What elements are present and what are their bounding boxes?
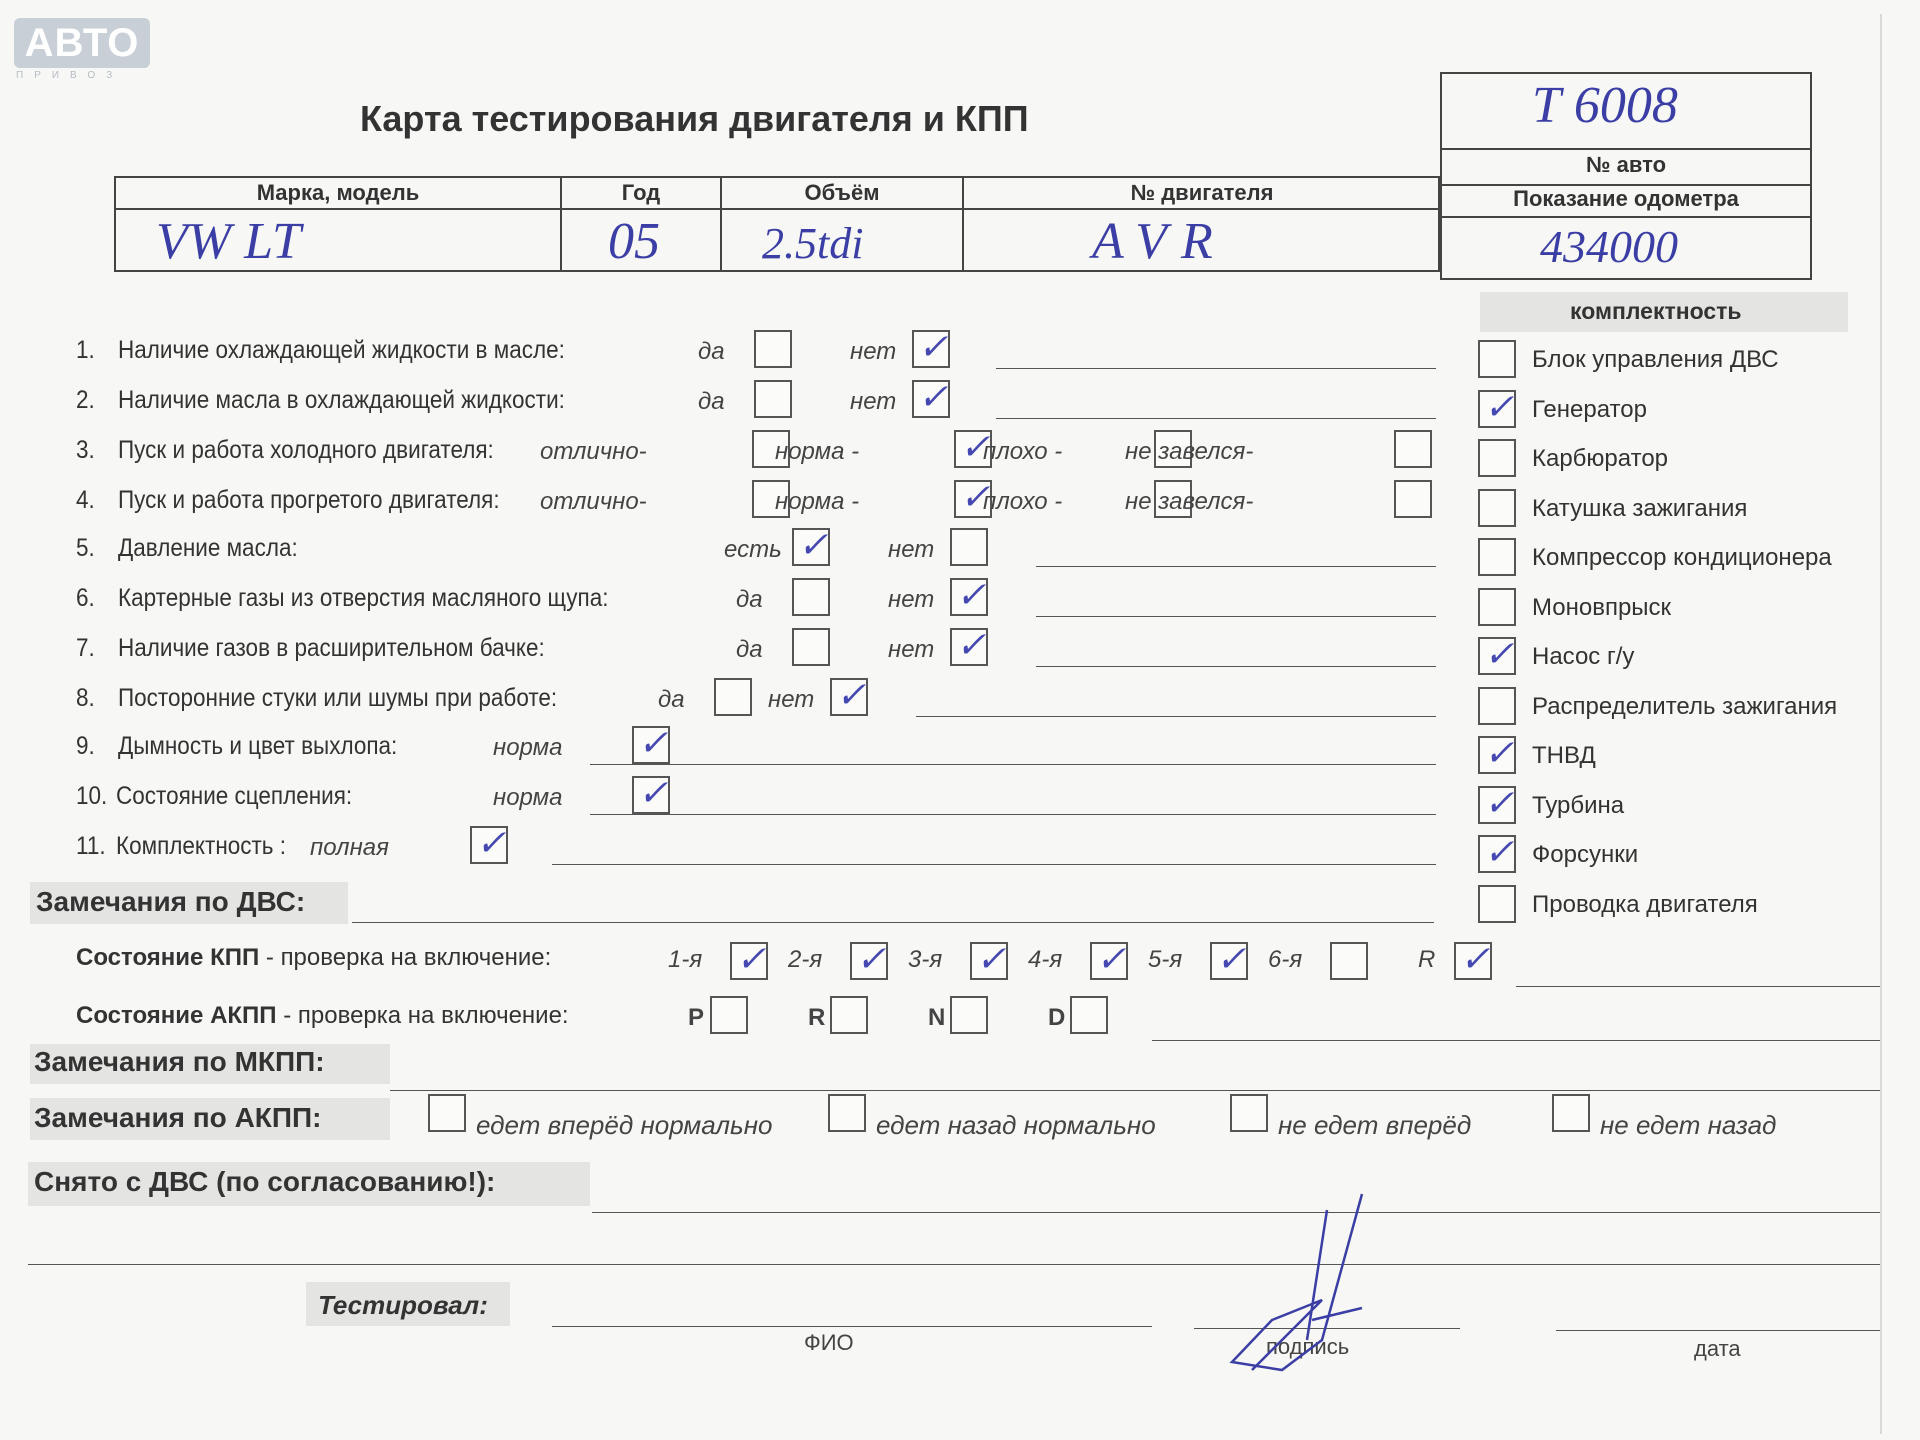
check-mark: ✓ <box>1216 939 1247 979</box>
kit-item-label: Карбюратор <box>1532 445 1669 472</box>
kit-item-label: Турбина <box>1532 791 1625 819</box>
gear-label: R <box>1418 946 1436 973</box>
check-mark: ✓ <box>798 525 829 565</box>
akpp-remark-label: не едет назад <box>1600 1110 1777 1140</box>
question-number: 9. <box>76 732 95 760</box>
kit-checkbox[interactable] <box>1478 634 1516 675</box>
kit-checkbox[interactable] <box>1478 733 1516 774</box>
option-checkbox[interactable] <box>912 327 950 368</box>
volume-value[interactable]: 2.5tdi <box>762 219 864 268</box>
answer-line[interactable] <box>590 814 1436 815</box>
option-checkbox[interactable] <box>470 823 508 864</box>
option-checkbox[interactable] <box>792 578 830 616</box>
gear-checkbox[interactable] <box>1210 939 1248 980</box>
option-label: норма <box>493 734 563 761</box>
engine-number-value[interactable]: AVR <box>1092 213 1227 270</box>
kit-checkbox[interactable] <box>1478 687 1516 725</box>
date-label: дата <box>1694 1336 1741 1361</box>
year-label: Год <box>562 178 720 210</box>
akpp-mode-checkbox[interactable] <box>950 996 988 1034</box>
option-checkbox[interactable] <box>950 625 988 666</box>
question-number: 3. <box>76 436 95 464</box>
kit-item-label: Катушка зажигания <box>1532 494 1748 522</box>
logo: АВТО <box>14 18 150 68</box>
question-number: 7. <box>76 634 95 662</box>
akpp-mode-label: P <box>688 1004 705 1031</box>
question-number: 10. <box>76 782 108 810</box>
check-mark: ✓ <box>836 675 867 715</box>
make-model-value[interactable]: VW LT <box>156 213 301 270</box>
kit-item-label: Генератор <box>1532 395 1647 423</box>
option-checkbox[interactable] <box>714 678 752 716</box>
fio-label: ФИО <box>804 1330 854 1355</box>
removed-label: Снято с ДВС (по согласованию!): <box>34 1166 496 1197</box>
option-checkbox[interactable] <box>632 773 670 814</box>
check-mark: ✓ <box>960 477 991 517</box>
check-mark: ✓ <box>1484 733 1515 773</box>
kit-checkbox[interactable] <box>1478 588 1516 626</box>
question-text: Давление масла: <box>118 534 298 562</box>
make-model-cell <box>116 178 560 270</box>
option-checkbox[interactable] <box>950 528 988 566</box>
akpp-label-bold: Состояние АКПП <box>76 1002 277 1029</box>
kpp-label-rest: - проверка на включение: <box>259 944 552 971</box>
kit-checkbox[interactable] <box>1478 439 1516 477</box>
option-label: нет <box>888 586 935 613</box>
vehicle-header-table <box>114 176 1440 272</box>
kit-checkbox[interactable] <box>1478 489 1516 527</box>
akpp-label-rest: - проверка на включение: <box>276 1002 569 1029</box>
option-label: плохо - <box>983 488 1063 515</box>
gear-checkbox[interactable] <box>1090 939 1128 980</box>
check-mark: ✓ <box>736 939 767 979</box>
odometer-label: Показание одометра <box>1513 186 1739 211</box>
option-checkbox[interactable] <box>912 377 950 418</box>
car-number-value: Т 6008 <box>1532 77 1678 134</box>
car-number-label: № авто <box>1585 152 1667 177</box>
gear-label: 4-я <box>1028 946 1063 973</box>
option-checkbox[interactable] <box>792 628 830 666</box>
question-text: Наличие масла в охлаждающей жидкости: <box>118 386 565 414</box>
check-mark: ✓ <box>856 939 887 979</box>
check-mark: ✓ <box>918 327 949 367</box>
kit-checkbox[interactable] <box>1478 832 1516 873</box>
answer-line[interactable] <box>996 368 1436 369</box>
check-mark: ✓ <box>476 823 507 863</box>
kit-item-label: Форсунки <box>1532 841 1639 868</box>
akpp-label <box>76 1002 569 1030</box>
page-title: Карта тестирования двигателя и КПП <box>360 98 1029 139</box>
gear-checkbox[interactable] <box>730 939 768 980</box>
kit-item-label: Насос г/у <box>1532 643 1635 670</box>
year-cell <box>560 178 720 270</box>
question-number: 2. <box>76 386 95 414</box>
remarks-mkpp-label: Замечания по МКПП: <box>34 1046 325 1077</box>
gear-checkbox[interactable] <box>1330 942 1368 980</box>
option-label: да <box>698 338 725 365</box>
akpp-remark-label: едет вперёд нормально <box>476 1110 773 1140</box>
answer-line[interactable] <box>996 418 1436 419</box>
option-label: нет <box>888 536 935 563</box>
option-label: полная <box>310 834 389 861</box>
volume-label: Объём <box>722 178 962 210</box>
option-label: нет <box>850 388 897 415</box>
option-checkbox[interactable] <box>1394 430 1432 468</box>
answer-line[interactable] <box>590 764 1436 765</box>
answer-line[interactable] <box>1036 616 1436 617</box>
option-checkbox[interactable] <box>830 675 868 716</box>
gear-checkbox[interactable] <box>850 939 888 980</box>
option-label: да <box>736 636 763 663</box>
kit-checkbox[interactable] <box>1478 538 1516 576</box>
question-number: 5. <box>76 534 95 562</box>
check-mark: ✓ <box>638 773 669 813</box>
check-mark: ✓ <box>956 625 987 665</box>
remarks-akpp-label: Замечания по АКПП: <box>34 1102 322 1133</box>
answer-line[interactable] <box>916 716 1436 717</box>
akpp-remark-label: едет назад нормально <box>876 1110 1156 1140</box>
option-label: норма - <box>775 488 860 515</box>
question-number: 8. <box>76 684 95 712</box>
gear-checkbox[interactable] <box>970 939 1008 980</box>
question-text: Дымность и цвет выхлопа: <box>118 732 398 760</box>
question-text: Пуск и работа прогретого двигателя: <box>118 486 500 514</box>
kit-item-label: ТНВД <box>1532 742 1596 769</box>
check-mark: ✓ <box>918 377 949 417</box>
akpp-mode-checkbox[interactable] <box>830 996 868 1034</box>
akpp-mode-label: R <box>808 1004 826 1031</box>
answer-line[interactable] <box>1036 566 1436 567</box>
kit-title: комплектность <box>1570 298 1742 324</box>
question-number: 11. <box>76 832 106 860</box>
make-model-label: Марка, модель <box>116 178 560 210</box>
kit-item-label: Блок управления ДВС <box>1532 346 1779 373</box>
akpp-remark-label: не едет вперёд <box>1278 1110 1472 1140</box>
akpp-mode-label: N <box>928 1004 946 1031</box>
option-label: нет <box>850 338 897 365</box>
option-label: да <box>658 686 685 713</box>
question-number: 1. <box>76 336 95 364</box>
option-label: нет <box>888 636 935 663</box>
check-mark: ✓ <box>1484 386 1515 427</box>
kit-item-label: Моновпрыск <box>1532 593 1672 621</box>
engine-number-cell <box>962 178 1440 270</box>
remarks-dvs-label: Замечания по ДВС: <box>36 886 306 917</box>
kit-checkbox[interactable] <box>1478 386 1516 428</box>
option-checkbox[interactable] <box>1394 480 1432 518</box>
check-mark: ✓ <box>956 575 987 615</box>
option-label: да <box>736 586 763 613</box>
gear-label: 2-я <box>788 946 823 973</box>
year-value[interactable]: 05 <box>608 213 660 270</box>
option-label: норма <box>493 784 563 811</box>
remarks-dvs-line[interactable] <box>352 922 1434 923</box>
option-checkbox[interactable] <box>754 380 792 418</box>
question-number: 4. <box>76 486 95 514</box>
kpp-label-bold: Состояние КПП <box>76 944 260 971</box>
akpp-line[interactable] <box>1152 1040 1880 1041</box>
option-label: отлично- <box>540 488 647 515</box>
odometer-value: 434000 <box>1540 221 1678 272</box>
signature-label: подпись <box>1266 1334 1350 1359</box>
question-number: 6. <box>76 584 95 612</box>
gear-label: 6-я <box>1268 946 1303 973</box>
answer-line[interactable] <box>552 864 1436 865</box>
akpp-mode-label: D <box>1048 1004 1066 1031</box>
check-mark: ✓ <box>960 427 991 467</box>
date-line[interactable] <box>1556 1330 1880 1331</box>
fio-line[interactable] <box>552 1326 1152 1327</box>
check-mark: ✓ <box>1460 939 1491 979</box>
kpp-line[interactable] <box>1516 986 1880 987</box>
option-checkbox[interactable] <box>754 330 792 368</box>
check-mark: ✓ <box>976 939 1007 979</box>
kit-item-label: Компрессор кондиционера <box>1532 544 1832 571</box>
option-label: нет <box>768 686 815 713</box>
car-number-box <box>1440 72 1812 280</box>
option-label: есть <box>724 536 782 563</box>
akpp-remark-checkbox[interactable] <box>428 1094 466 1132</box>
answer-line[interactable] <box>1036 666 1436 667</box>
check-mark: ✓ <box>1484 634 1515 674</box>
question-text: Комплектность : <box>116 832 287 860</box>
check-mark: ✓ <box>638 723 669 763</box>
removed-line-2[interactable] <box>28 1264 1880 1265</box>
akpp-remark-checkbox[interactable] <box>1230 1094 1268 1132</box>
page-edge <box>1880 14 1882 1434</box>
option-label: да <box>698 388 725 415</box>
check-mark: ✓ <box>1096 939 1127 979</box>
option-label: не завелся- <box>1125 438 1254 465</box>
logo-subtitle: ПРИВОЗ <box>16 70 124 81</box>
kit-item-label: Проводка двигателя <box>1532 890 1758 918</box>
question-text: Наличие газов в расширительном бачке: <box>118 634 545 662</box>
kit-item-label: Распределитель зажигания <box>1532 692 1838 720</box>
volume-cell <box>720 178 962 270</box>
akpp-mode-checkbox[interactable] <box>1070 996 1108 1034</box>
kit-checkbox[interactable] <box>1478 340 1516 378</box>
check-mark: ✓ <box>1484 832 1515 872</box>
gear-label: 1-я <box>668 946 703 973</box>
akpp-remark-checkbox[interactable] <box>1552 1094 1590 1132</box>
gear-label: 3-я <box>908 946 943 973</box>
question-text: Состояние сцепления: <box>116 782 353 810</box>
question-text: Картерные газы из отверстия масляного щупа: <box>118 584 609 612</box>
option-label: отлично- <box>540 438 647 465</box>
akpp-remark-checkbox[interactable] <box>828 1094 866 1132</box>
option-label: плохо - <box>983 438 1063 465</box>
gear-label: 5-я <box>1148 946 1183 973</box>
signature-scribble <box>1212 1190 1402 1380</box>
question-text: Наличие охлаждающей жидкости в масле: <box>118 336 565 364</box>
question-text: Посторонние стуки или шумы при работе: <box>118 684 558 712</box>
option-label: норма - <box>775 438 860 465</box>
gear-checkbox[interactable] <box>1454 939 1492 980</box>
option-checkbox[interactable] <box>950 575 988 616</box>
question-text: Пуск и работа холодного двигателя: <box>118 436 494 464</box>
kit-checkbox[interactable] <box>1478 885 1516 923</box>
engine-number-label: № двигателя <box>964 178 1440 210</box>
kpp-label <box>76 944 551 972</box>
remarks-mkpp-line[interactable] <box>390 1090 1880 1091</box>
tested-label: Тестировал: <box>318 1290 488 1320</box>
option-label: не завелся- <box>1125 488 1254 515</box>
option-checkbox[interactable] <box>632 723 670 764</box>
kit-checkbox[interactable] <box>1478 782 1516 824</box>
akpp-mode-checkbox[interactable] <box>710 996 748 1034</box>
option-checkbox[interactable] <box>792 525 830 566</box>
check-mark: ✓ <box>1484 782 1515 823</box>
